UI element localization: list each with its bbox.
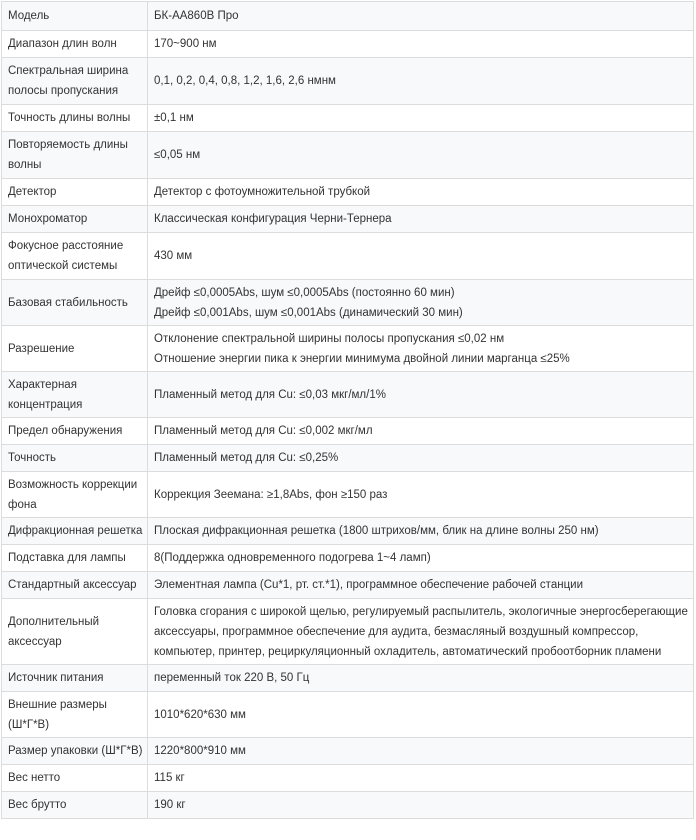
spec-label-cell	[2, 372, 148, 418]
spec-label: фона	[8, 498, 37, 511]
spec-label: Дополнительный	[8, 615, 100, 628]
spec-value: Пламенный метод для Cu: ≤0,002 мкг/мл	[154, 425, 373, 437]
spec-value-cell	[148, 105, 694, 132]
spec-value: Отношение энергии пика к энергии минимума двойной линии марганца ≤25%	[154, 352, 570, 365]
spec-label-cell	[2, 31, 148, 58]
spec-value-cell	[148, 58, 694, 105]
spec-value-cell	[148, 518, 694, 545]
spec-label-cell	[2, 179, 148, 206]
spec-label: Спектральная ширина	[8, 65, 129, 77]
table-row	[2, 233, 694, 280]
spec-value: Дрейф ≤0,001Abs, шум ≤0,001Abs (динамический 30 мин)	[154, 306, 463, 319]
spec-value-cell	[148, 233, 694, 280]
spec-label-cell	[2, 206, 148, 233]
spec-label-cell	[2, 545, 148, 572]
spec-value: ≤0,05 нм	[154, 149, 201, 161]
spec-label: Размер упаковки (Ш*Г*В)	[8, 745, 143, 757]
spec-label: Подставка для лампы	[8, 552, 126, 564]
spec-label-cell	[2, 326, 148, 372]
table-row	[2, 472, 694, 518]
spec-value-cell	[148, 132, 694, 179]
spec-label: Фокусное расстояние	[8, 240, 124, 252]
spec-value-cell	[148, 31, 694, 58]
spec-label: полосы пропускания	[8, 85, 119, 97]
spec-label-cell	[2, 418, 148, 445]
table-row	[2, 599, 694, 665]
spec-label: концентрация	[8, 398, 83, 411]
spec-value: 8(Поддержка одновременного подогрева 1~4 ламп)	[154, 552, 431, 564]
spec-label-cell	[2, 572, 148, 599]
table-row	[2, 445, 694, 472]
spec-label: Разрешение	[8, 342, 75, 355]
table-row	[2, 31, 694, 58]
table-row	[2, 665, 694, 692]
spec-value: Головка сгорания с широкой щелью, регулируемый распылитель, экологичные энергосберегающие	[154, 605, 688, 618]
table-row	[2, 132, 694, 179]
table-row	[2, 692, 694, 738]
spec-label: Стандартный аксессуар	[8, 579, 137, 591]
spec-value: БК-АА860В Про	[154, 10, 239, 22]
spec-label: оптической системы	[8, 260, 118, 272]
spec-value: ±0,1 нм	[154, 112, 194, 124]
spec-value: Элементная лампа (Cu*1, рт. ст.*1), программное обеспечение рабочей станции	[154, 579, 583, 591]
spec-value-cell	[148, 206, 694, 233]
table-row	[2, 2, 694, 31]
spec-value-cell	[148, 280, 694, 326]
table-row	[2, 738, 694, 765]
spec-value-cell	[148, 179, 694, 206]
table-row	[2, 518, 694, 545]
spec-label: волны	[8, 159, 42, 171]
spec-label: Модель	[8, 10, 50, 22]
spec-value-cell	[148, 665, 694, 692]
spec-label-cell	[2, 518, 148, 545]
table-row	[2, 326, 694, 372]
spec-value: Пламенный метод для Cu: ≤0,03 мкг/мл/1%	[154, 388, 386, 401]
spec-value: аксессуары, программное обеспечение для аудита, безмасляный воздушный компрессор,	[154, 625, 639, 638]
spec-value-cell	[148, 372, 694, 418]
spec-label-cell	[2, 665, 148, 692]
table-row	[2, 572, 694, 599]
spec-label: Вес нетто	[8, 772, 61, 784]
spec-label-cell	[2, 2, 148, 31]
spec-value-cell	[148, 445, 694, 472]
spec-label-cell	[2, 280, 148, 326]
spec-value: переменный ток 220 В, 50 Гц	[154, 672, 310, 684]
spec-label: Предел обнаружения	[8, 425, 123, 437]
spec-value-cell	[148, 545, 694, 572]
spec-value-cell	[148, 2, 694, 31]
spec-label: Монохроматор	[8, 213, 88, 225]
spec-label-cell	[2, 233, 148, 280]
table-row	[2, 58, 694, 105]
table-row	[2, 765, 694, 792]
specifications-table-body	[2, 2, 694, 819]
spec-value: Детектор с фотоумножительной трубкой	[154, 186, 371, 198]
spec-label: Точность длины волны	[8, 112, 131, 124]
spec-label: Вес брутто	[8, 799, 67, 811]
spec-value-cell	[148, 692, 694, 738]
spec-label-cell	[2, 599, 148, 665]
spec-label-cell	[2, 58, 148, 105]
table-row	[2, 372, 694, 418]
spec-label-cell	[2, 738, 148, 765]
spec-value: Классическая конфигурация Черни-Тернера	[154, 213, 392, 225]
spec-value: Дрейф ≤0,0005Abs, шум ≤0,0005Abs (постоянно 60 мин)	[154, 286, 455, 299]
spec-value: 1220*800*910 мм	[154, 745, 246, 757]
spec-value-cell	[148, 572, 694, 599]
spec-label: Характерная	[8, 378, 77, 391]
spec-value: 430 мм	[154, 250, 193, 262]
spec-value: 115 кг	[154, 772, 185, 784]
table-row	[2, 206, 694, 233]
table-row	[2, 280, 694, 326]
spec-value-cell	[148, 472, 694, 518]
specifications-table	[1, 1, 694, 819]
spec-label: Внешние размеры	[8, 698, 107, 711]
spec-value: Пламенный метод для Cu: ≤0,25%	[154, 452, 339, 464]
table-row	[2, 418, 694, 445]
spec-value: компьютер, принтер, рециркуляционный охладитель, автоматический пробоотборник пламени	[154, 645, 662, 658]
spec-label: Источник питания	[8, 672, 104, 684]
spec-label: Детектор	[8, 186, 57, 198]
spec-value-cell	[148, 738, 694, 765]
spec-label-cell	[2, 105, 148, 132]
spec-label: Диапазон длин волн	[8, 38, 117, 50]
spec-value-cell	[148, 792, 694, 819]
spec-label-cell	[2, 132, 148, 179]
table-row	[2, 792, 694, 819]
spec-label-cell	[2, 792, 148, 819]
spec-label: Дифракционная решетка	[8, 525, 143, 537]
spec-value: Плоская дифракционная решетка (1800 штрихов/мм, блик на длине волны 250 нм)	[154, 525, 599, 537]
table-row	[2, 179, 694, 206]
spec-label: (Ш*Г*В)	[8, 718, 50, 731]
spec-value-cell	[148, 765, 694, 792]
spec-value: 1010*620*630 мм	[154, 708, 246, 721]
spec-label-cell	[2, 445, 148, 472]
spec-label: аксессуар	[8, 635, 62, 648]
spec-label-cell	[2, 765, 148, 792]
table-row	[2, 105, 694, 132]
table-row	[2, 545, 694, 572]
spec-value: 190 кг	[154, 799, 186, 811]
spec-value: 170~900 нм	[154, 38, 217, 50]
spec-value-cell	[148, 326, 694, 372]
spec-label: Базовая стабильность	[8, 296, 128, 309]
spec-value: 0,1, 0,2, 0,4, 0,8, 1,2, 1,6, 2,6 нмнм	[154, 75, 336, 87]
spec-value-cell	[148, 418, 694, 445]
spec-value-cell	[148, 599, 694, 665]
spec-value: Коррекция Зеемана: ≥1,8Abs, фон ≥150 раз	[154, 488, 388, 501]
spec-label: Возможность коррекции	[8, 478, 138, 491]
spec-value: Отклонение спектральной ширины полосы пропускания ≤0,02 нм	[154, 332, 505, 345]
spec-label-cell	[2, 692, 148, 738]
spec-label: Повторяемость длины	[8, 139, 128, 151]
spec-label-cell	[2, 472, 148, 518]
spec-label: Точность	[8, 452, 57, 464]
